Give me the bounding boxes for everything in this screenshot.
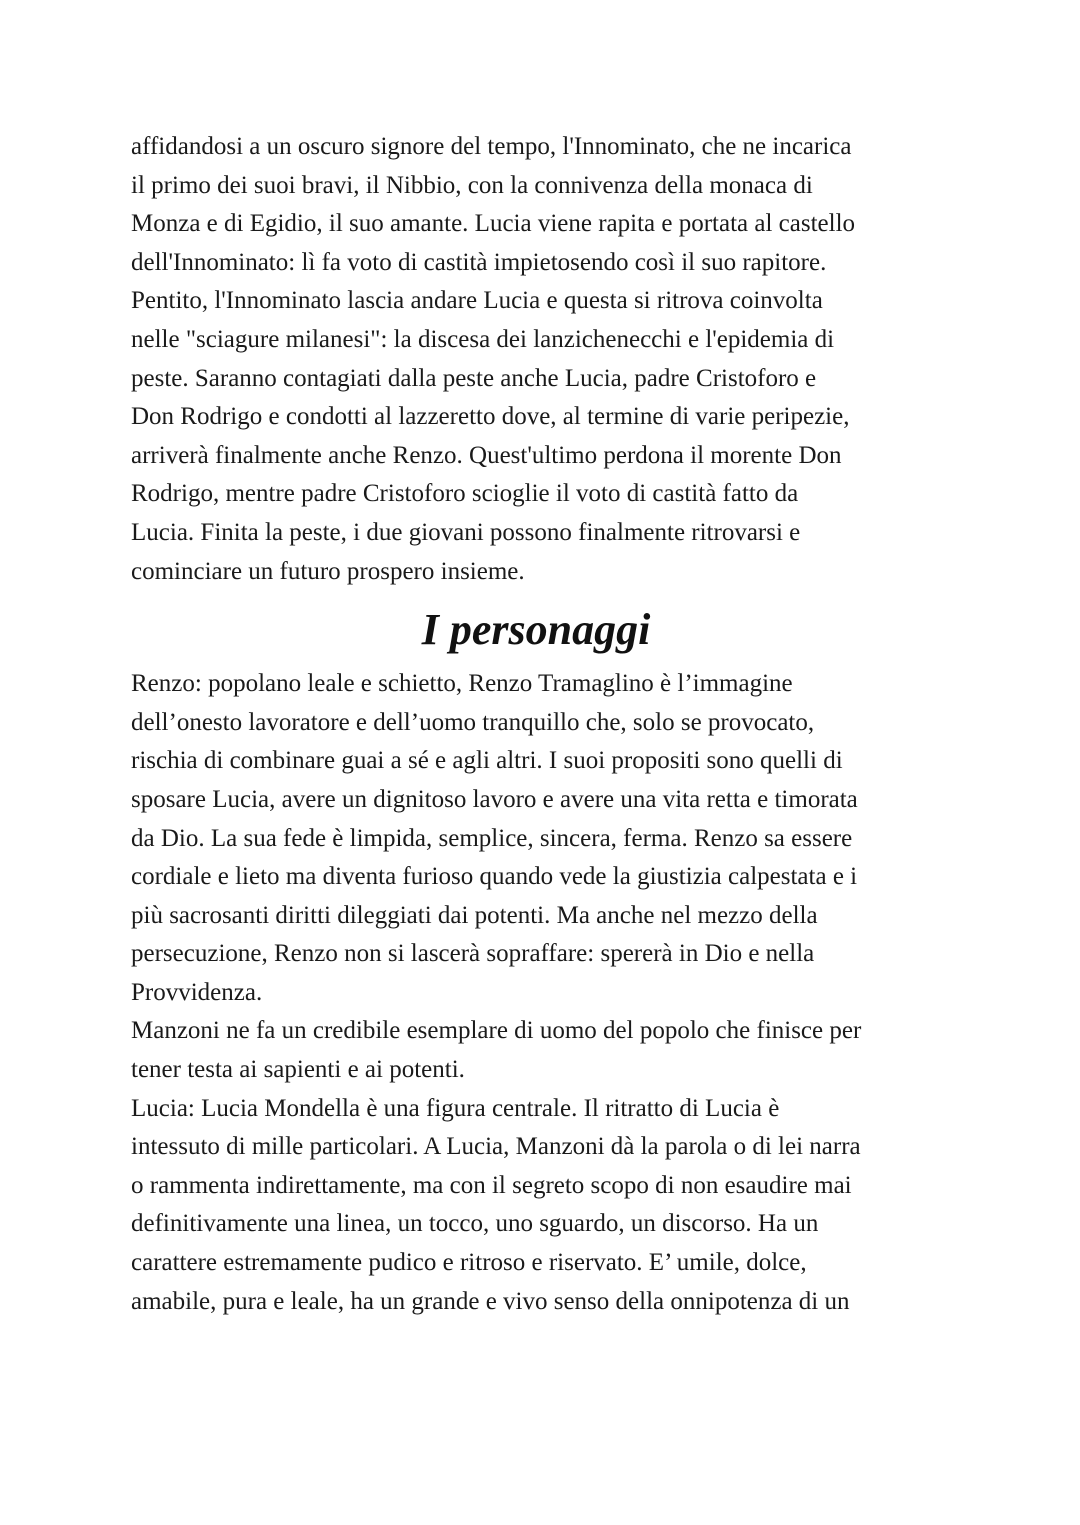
text-line: Lucia: Lucia Mondella è una figura centrale. Il ritratto di Lucia è: [131, 1094, 780, 1122]
text-line: più sacrosanti diritti dileggiati dai potenti. Ma anche nel mezzo della: [131, 901, 818, 929]
text-line: dell’onesto lavoratore e dell’uomo tranquillo che, solo se provocato,: [131, 708, 815, 736]
text-line: cominciare un futuro prospero insieme.: [131, 557, 525, 585]
text-line: Don Rodrigo e condotti al lazzeretto dove, al termine di varie peripezie,: [131, 403, 850, 431]
text-line: da Dio. La sua fede è limpida, semplice, sincera, ferma. Renzo sa essere: [131, 824, 853, 852]
text-line: Manzoni ne fa un credibile esemplare di uomo del popolo che finisce per: [131, 1017, 862, 1045]
text-line: intessuto di mille particolari. A Lucia, Manzoni dà la parola o di lei narra: [131, 1133, 861, 1161]
characters-paragraph: [131, 665, 961, 1321]
text-line: tener testa ai sapienti e ai potenti.: [131, 1056, 465, 1084]
text-line: persecuzione, Renzo non si lascerà sopraffare: spererà in Dio e nella: [131, 940, 815, 968]
text-line: affidandosi a un oscuro signore del tempo, l'Innominato, che ne incarica: [131, 133, 852, 160]
text-line: peste. Saranno contagiati dalla peste anche Lucia, padre Cristoforo e: [131, 364, 817, 392]
text-line: sposare Lucia, avere un dignitoso lavoro e avere una vita retta e timorata: [131, 785, 858, 813]
text-line: o rammenta indirettamente, ma con il segreto scopo di non esaudire mai: [131, 1171, 852, 1199]
text-line: cordiale e lieto ma diventa furioso quando vede la giustizia calpestata e i: [131, 863, 858, 891]
text-line: Monza e di Egidio, il suo amante. Lucia viene rapita e portata al castello: [131, 210, 856, 238]
text-line: il primo dei suoi bravi, il Nibbio, con la connivenza della monaca di: [131, 171, 813, 199]
text-line: Pentito, l'Innominato lascia andare Lucia e questa si ritrova coinvolta: [131, 287, 823, 315]
text-line: carattere estremamente pudico e ritroso e riservato. E’ umile, dolce,: [131, 1249, 807, 1277]
text-line: Rodrigo, mentre padre Cristoforo scioglie il voto di castità fatto da: [131, 480, 799, 508]
text-line: dell'Innominato: lì fa voto di castità impietosendo così il suo rapitore.: [131, 248, 827, 276]
text-line: Provvidenza.: [131, 978, 263, 1006]
text-line: amabile, pura e leale, ha un grande e vivo senso della onnipotenza di un: [131, 1287, 850, 1315]
text-line: definitivamente una linea, un tocco, uno sguardo, un discorso. Ha un: [131, 1210, 819, 1238]
text-line: Lucia. Finita la peste, i due giovani possono finalmente ritrovarsi e: [131, 518, 801, 546]
text-line: nelle "sciagure milanesi": la discesa dei lanzichenecchi e l'epidemia di: [131, 325, 835, 353]
text-line: arriverà finalmente anche Renzo. Quest'ultimo perdona il morente Don: [131, 441, 842, 469]
section-heading: I personaggi: [421, 605, 651, 655]
text-line: Renzo: popolano leale e schietto, Renzo Tramaglino è l’immagine: [131, 670, 793, 698]
text-line: rischia di combinare guai a sé e agli altri. I suoi propositi sono quelli di: [131, 747, 843, 775]
plot-summary-paragraph: [131, 128, 961, 591]
document-page: [131, 128, 961, 1321]
